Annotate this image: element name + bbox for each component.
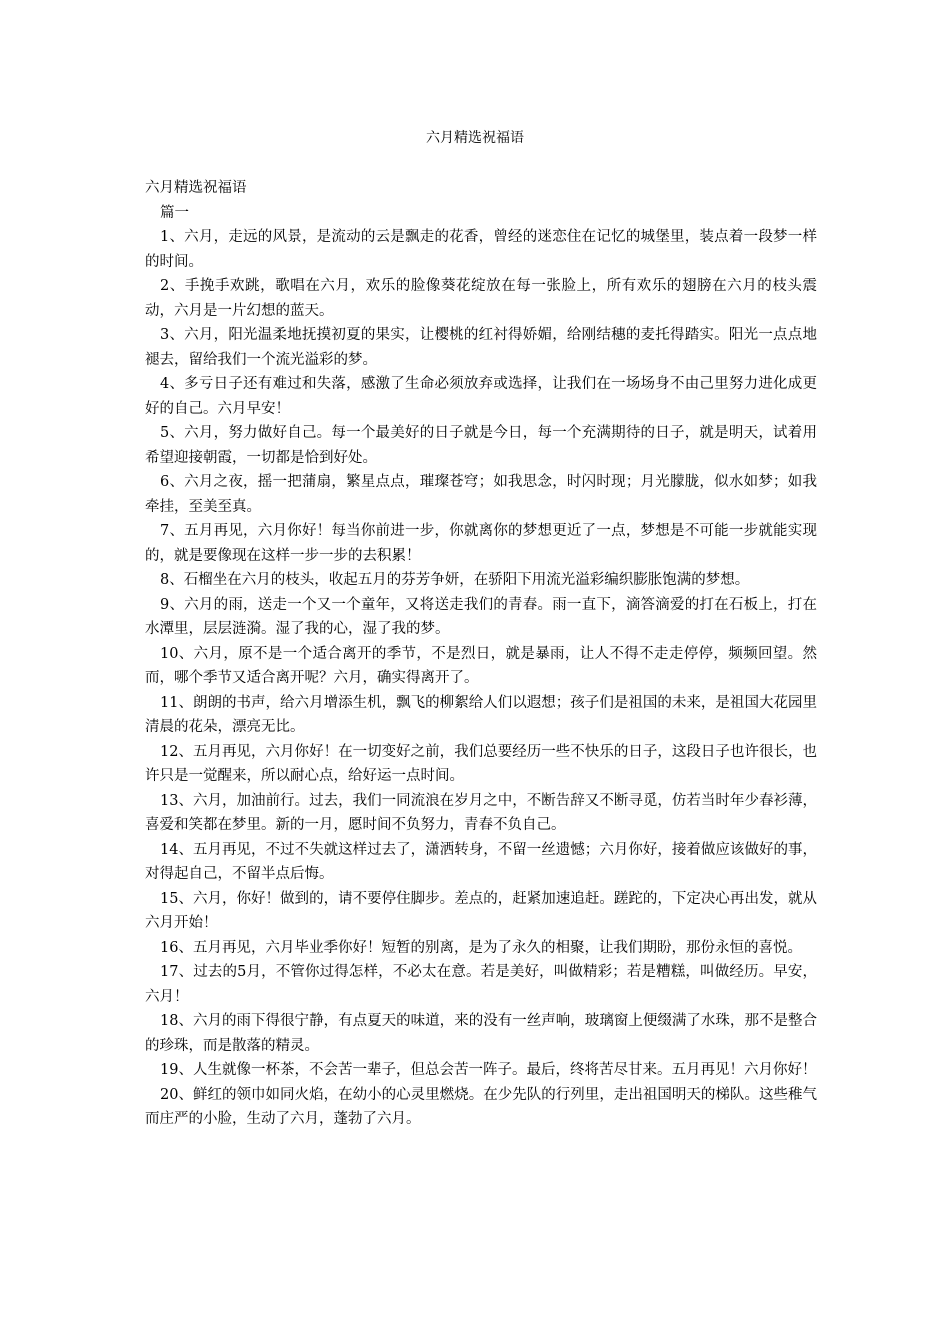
- paragraph-15: 15、六月，你好！做到的，请不要停住脚步。差点的，赶紧加速追赶。蹉跎的，下定决心再出发，就从六月开始！: [145, 890, 817, 931]
- paragraph-20: 20、鲜红的领巾如同火焰，在幼小的心灵里燃烧。在少先队的行列里，走出祖国明天的梯队。这些稚气而庄严的小脸，生动了六月，蓬勃了六月。: [145, 1086, 817, 1127]
- paragraph-17: 17、过去的5月，不管你过得怎样，不必太在意。若是美好，叫做精彩；若是糟糕，叫做经历。早安，六月！: [145, 964, 817, 1005]
- paragraph-7: 7、五月再见，六月你好！每当你前进一步，你就离你的梦想更近了一点，梦想是不可能一步就能实现的，就是要像现在这样一步一步的去积累！: [145, 523, 817, 564]
- paragraph-1: 1、六月，走远的风景，是流动的云是飘走的花香，曾经的迷恋住在记忆的城堡里，装点着一段梦一样的时间。: [145, 229, 817, 270]
- paragraph-18: 18、六月的雨下得很宁静，有点夏天的味道，来的没有一丝声响，玻璃窗上便缀满了水珠，那不是整合的珍珠，而是散落的精灵。: [145, 1013, 817, 1054]
- paragraph-19: 19、人生就像一杯茶，不会苦一辈子，但总会苦一阵子。最后，终将苦尽甘来。五月再见！六月你好！: [160, 1062, 817, 1078]
- section-heading: 篇一: [160, 204, 189, 221]
- paragraph-2: 2、手挽手欢跳，歌唱在六月，欢乐的脸像葵花绽放在每一张脸上，所有欢乐的翅膀在六月的枝头震动，六月是一片幻想的蓝天。: [145, 278, 817, 319]
- paragraph-16: 16、五月再见，六月毕业季你好！短暂的别离，是为了永久的相聚，让我们期盼，那份永恒的喜悦。: [160, 939, 802, 956]
- paragraph-10: 10、六月，原不是一个适合离开的季节，不是烈日，就是暴雨，让人不得不走走停停，频频回望。然而，哪个季节又适合离开呢？六月，确实得离开了。: [145, 645, 817, 686]
- document-title: 六月精选祝福语: [426, 130, 524, 146]
- paragraph-6: 6、六月之夜，摇一把蒲扇，繁星点点，璀璨苍穹；如我思念，时闪时现；月光朦胧，似水如梦；如我牵挂，至美至真。: [145, 474, 817, 515]
- paragraph-8: 8、石榴坐在六月的枝头，收起五月的芬芳争妍，在骄阳下用流光溢彩编织膨胀饱满的梦想。: [160, 572, 750, 588]
- document-body: [145, 176, 817, 1132]
- paragraph-3: 3、六月，阳光温柔地抚摸初夏的果实，让樱桃的红衬得娇媚，给刚结穗的麦托得踏实。阳光一点点地褪去，留给我们一个流光溢彩的梦。: [145, 327, 817, 368]
- paragraph-12: 12、五月再见，六月你好！在一切变好之前，我们总要经历一些不快乐的日子，这段日子也许很长，也许只是一觉醒来，所以耐心点，给好运一点时间。: [145, 743, 817, 784]
- paragraph-14: 14、五月再见，不过不失就这样过去了，潇洒转身，不留一丝遗憾；六月你好，接着做应该做好的事，对得起自己，不留半点后悔。: [145, 841, 817, 882]
- paragraph-4: 4、多亏日子还有难过和失落，感激了生命必须放弃或选择，让我们在一场场身不由己里努力进化成更好的自己。六月早安！: [145, 376, 817, 417]
- paragraph-9: 9、六月的雨，送走一个又一个童年，又将送走我们的青春。雨一直下，滴答滴爱的打在石板上，打在水潭里，层层涟漪。湿了我的心，湿了我的梦。: [145, 596, 817, 637]
- paragraph-13: 13、六月，加油前行。过去，我们一同流浪在岁月之中，不断告辞又不断寻觅，仿若当时年少春衫薄，喜爱和笑都在梦里。新的一月，愿时间不负努力，青春不负自己。: [145, 792, 817, 833]
- document-subtitle: 六月精选祝福语: [145, 180, 247, 196]
- paragraph-5: 5、六月，努力做好自己。每一个最美好的日子就是今日，每一个充满期待的日子，就是明天，试着用希望迎接朝霞，一切都是恰到好处。: [145, 425, 817, 466]
- paragraph-11: 11、朗朗的书声，给六月增添生机，飘飞的柳絮给人们以遐想；孩子们是祖国的未来，是祖国大花园里清晨的花朵，漂亮无比。: [145, 694, 817, 735]
